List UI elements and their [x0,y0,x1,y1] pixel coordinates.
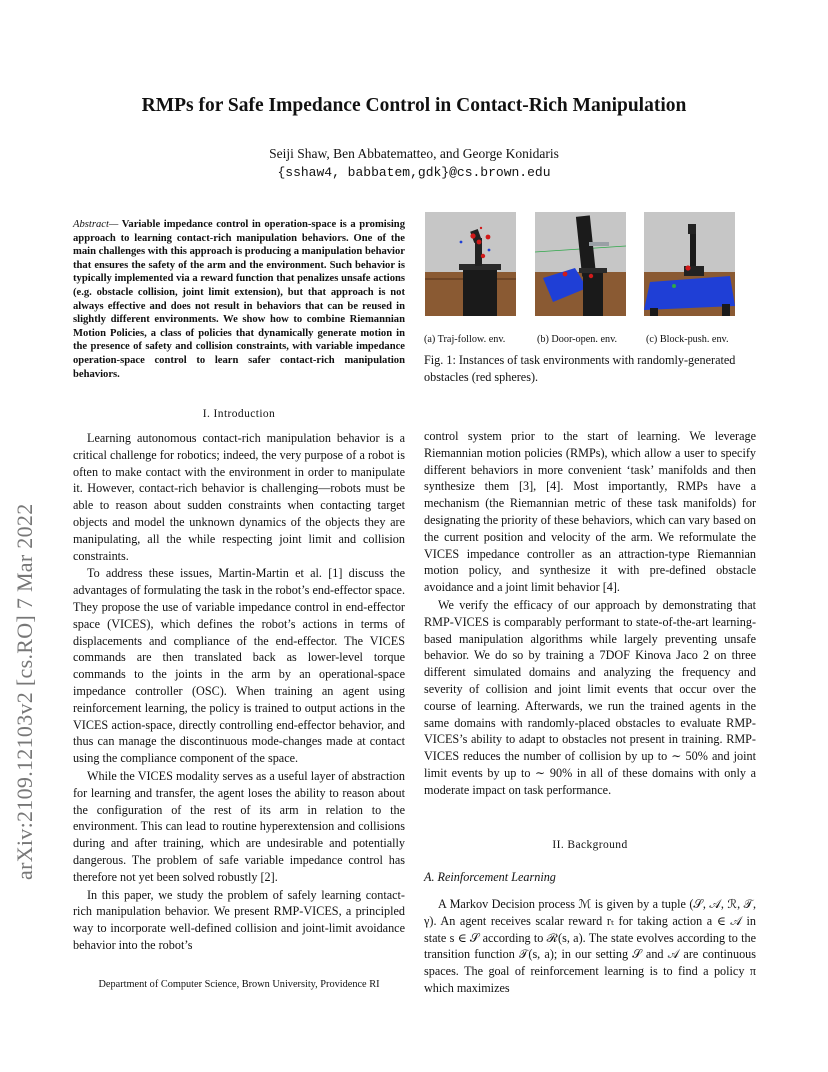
figure-panel-traj-follow [425,212,516,316]
subcaption-b: (b) Door-open. env. [537,334,618,345]
figure-panel-block-push [644,212,735,316]
body-paragraph: We verify the efficacy of our approach by demonstrating that RMP-VICES is comparably performant to state-of-the-art learning-based manipulation algorithms while largely preventing unsafe behavior. We do so by training a 7DOF Kinova Jaco 2 on three different simulated domains and analyzing the frequency and severity of collision and joint limit events that occur over the course of learning. Afterwards, we run the trained agents in the same domains with randomly-placed obstacles to evaluate RMP-VICES’s ability to adapt to obstacles not present in training. RMP-VICES reduces the number of collision by up to ∼ 50% and joint limit events by up to ∼ 90% in all of these domains with only a moderate impact on task performance. [424,597,756,797]
author-email: {sshaw4, babbatem,gdk}@cs.brown.edu [277,165,551,180]
subsection-heading-rl: A. Reinforcement Learning [424,870,556,884]
arxiv-identifier: arXiv:2109.12103v2 [cs.RO] 7 Mar 2022 [12,503,37,880]
abstract-text: Variable impedance control in operation-space is a promising approach to learning contact-rich manipulation behaviors. One of the main challenges with this approach is producing a manipulation behavior that ensures the safety of the arm and the environment. Such behavior is typically implemented via a reward function that penalizes unsafe actions (e.g. obstacle collision, joint limit extension), but that approach is not always effective and does not result in behaviors that can be reused in slightly different environments. We show how to combine Riemannian Motion Policies, a class of policies that dynamically generate motion in the presence of safety and collision constraints, with variable impedance operation-space control to learn safer contact-rich manipulation behaviors. [73,219,405,380]
section-heading-introduction: I. Introduction [202,408,276,420]
subcaption-a: (a) Traj-follow. env. [424,334,506,345]
intro-paragraph: While the VICES modality serves as a useful layer of abstraction for learning and transfer, the agent loses the ability to reason about the configuration of the rest of its arm in relation to the environment. This can lead to routine hyperextension and collisions during and after training, which are undesirable and potentially dangerous. The problem of safe variable impedance control has therefore not yet been solved robustly [2]. [73,768,405,884]
abstract [73,218,405,381]
rl-section-body [424,896,756,997]
left-column-body [73,430,405,954]
abstract-lead: Abstract— [73,219,119,230]
subcaption-c: (c) Block-push. env. [646,334,729,345]
figure-panel-door-open [535,212,626,316]
intro-paragraph: To address these issues, Martin-Martin et al. [1] discuss the advantages of formulating the task in the robot’s end-effector space. They propose the use of variable impedance control in end-effector space (VICES), which defines the robot’s actions in terms of displacements and compliance of the end-effector. The VICES commands are then translated back as lower-level torque commands to the joints in the arm by an operational-space impedance controller (OSC). When training an agent using reinforcement learning, the policy is trained to output actions in the VICES action-space, directly controlling end-effector behavior, and thus can manage the discontinuous mode-changes made at contact using the compliance component of the space. [73,566,405,766]
robot-scene-image [425,212,516,316]
affiliation-footnote: Department of Computer Science, Brown University, Providence RI [98,979,380,990]
figure-caption: Fig. 1: Instances of task environments with randomly-generated obstacles (red spheres). [424,353,736,384]
body-paragraph: A Markov Decision process ℳ is given by a tuple (𝒮, 𝒜, ℛ, 𝒯, γ). An agent receives scalar reward rₜ for taking action a ∈ 𝒜 in state s ∈ 𝒮 according to ℛ(s, a). The state evolves according to the transition function 𝒯(s, a); in our setting 𝒮 and 𝒜 are continuous spaces. The goal of reinforcement learning is to find a policy π which maximizes [424,897,756,995]
paper-title: RMPs for Safe Impedance Control in Contact-Rich Manipulation [141,95,687,116]
intro-paragraph: In this paper, we study the problem of safely learning contact-rich manipulation behavior. We present RMP-VICES, a principled way to incorporate well-defined collision and joint-limit avoidance behavior into the robot’s [73,887,405,952]
intro-paragraph: Learning autonomous contact-rich manipulation behavior is a critical challenge for robotics; indeed, the very purpose of a robot is often to make contact with the environment in order to manipulate it. However, contact-rich behavior is challenging—robots must be able to reason about sudden constraints when contacting target objects and model the unknown dynamics of the objects they are manipulating, all the while respecting joint limit and collision constraints. [73,431,405,563]
section-heading-background: II. Background [552,839,628,851]
robot-scene-image [644,212,735,316]
body-paragraph: control system prior to the start of learning. We leverage Riemannian motion policies (RMPs), which allow a user to specify different behaviors in more convenient ‘task’ manifolds and then synthesize them [3], [4]. Most importantly, RMPs have a mechanism (the Riemannian metric of these task manifolds) for designating the priority of these behaviors, which can vary based on the current position and velocity of the arm. We reformulate the VICES impedance controller as an attraction-type Riemannian motion policy, and synthesize it with pre-defined obstacle avoidance and a joint limit behavior [4]. [424,429,757,595]
robot-scene-image [535,212,626,316]
author-list: Seiji Shaw, Ben Abbatematteo, and George Konidaris [269,146,559,161]
right-column-body [424,428,756,799]
